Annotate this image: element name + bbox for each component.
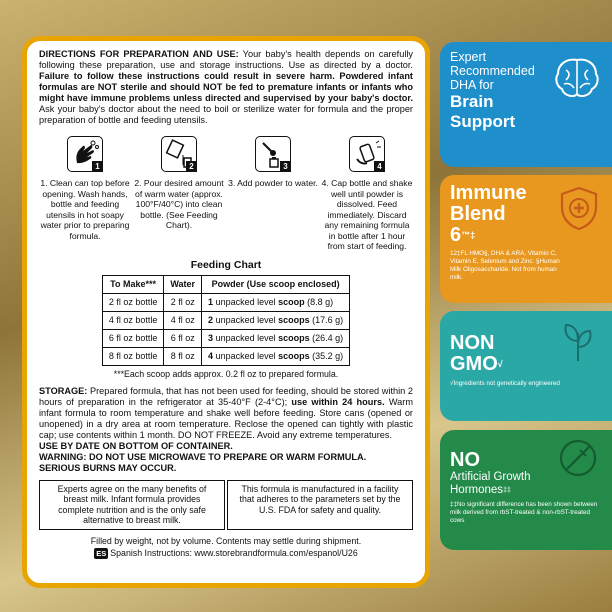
cell-to-make: 6 fl oz bottle <box>102 329 164 347</box>
cell-powder: 1 unpacked level scoop (8.8 g) <box>202 293 350 311</box>
directions-heading: DIRECTIONS FOR PREPARATION AND USE: <box>39 49 239 59</box>
table-row <box>102 311 349 329</box>
storage-heading: STORAGE: <box>39 385 88 396</box>
breast-milk-statement: Experts agree on the many benefits of breast milk. Infant formula provides complete nutrition and is the only safe alternative to breast milk. <box>39 480 225 530</box>
step-1 <box>39 136 131 252</box>
step-text: 2. Pour desired amount of warm water (approx. 100°F/40°C) into clean bottle. (See Feeding Chart). <box>134 178 224 230</box>
storage-section <box>39 386 413 474</box>
feeding-chart-table <box>102 275 350 366</box>
immune-six: 6™‡ <box>450 224 476 246</box>
directions-text-2: Ask your baby's doctor about the need to boil or sterilize water for formula and the proper preparation of bottle and feeding utensils. <box>39 104 413 125</box>
shake-bottle-icon <box>349 136 385 172</box>
cell-to-make: 4 fl oz bottle <box>102 311 164 329</box>
immune-details: 12‡FL HMO§, DHA & ARA, Vitamin C, Vitamin E, Selenium and Zinc. §Human Milk Oligosaccharide. Not from human milk. <box>450 250 560 281</box>
cell-water: 8 fl oz <box>164 347 202 365</box>
table-header-row <box>102 275 349 293</box>
brain-line-3: DHA for <box>450 78 494 92</box>
header-to-make: To Make*** <box>102 275 164 293</box>
cell-water: 4 fl oz <box>164 311 202 329</box>
table-row <box>102 329 349 347</box>
feeding-chart-title: Feeding Chart <box>190 258 262 271</box>
step-number: 4 <box>374 161 385 172</box>
plant-icon <box>558 319 598 363</box>
brain-big-2: Support <box>450 112 516 131</box>
step-text: 4. Cap bottle and shake well until powder is dissolved. Feed immediately. Discard any remaining formula in bottle after 1 hour from start of feeding. <box>321 178 413 251</box>
immune-big-2: Blend <box>450 203 506 225</box>
gmo-big-2: GMO√ <box>450 353 503 375</box>
storage-text: Prepared formula, that has not been used for feeding, should be stored within 2 hours of preparation in the refrigerator at 35-40°F (2-4°C); <box>39 385 413 407</box>
hormones-big: NO <box>450 449 480 471</box>
storage-text-2: Warm infant formula to room temperature and shake well before feeding. Store cans (opened or unopened) in a dry area at room temperature. Reclose the opened can tightly with plastic cap; use contents within 1 month. DO NOT FREEZE. Avoid any extreme temperatures. <box>39 396 413 440</box>
table-row <box>102 347 349 365</box>
brain-line-2: Recommended <box>450 64 535 78</box>
step-number: 3 <box>280 161 291 172</box>
step-text: 3. Add powder to water. <box>228 178 318 188</box>
instructions-card <box>22 36 430 588</box>
brain-support-panel <box>440 42 612 167</box>
cell-powder: 2 unpacked level scoops (17.6 g) <box>202 311 350 329</box>
cell-to-make: 8 fl oz bottle <box>102 347 164 365</box>
pouring-water-icon <box>161 136 197 172</box>
brain-line-1: Expert <box>450 50 487 64</box>
cell-to-make: 2 fl oz bottle <box>102 293 164 311</box>
cell-water: 2 fl oz <box>164 293 202 311</box>
scoop-powder-icon <box>255 136 291 172</box>
immune-big-1: Immune <box>450 182 527 204</box>
brain-big-1: Brain <box>450 92 494 111</box>
gmo-note: √Ingredients not genetically engineered <box>450 380 560 387</box>
step-4 <box>321 136 413 252</box>
use-by-line: USE BY DATE ON BOTTOM OF CONTAINER. <box>39 440 233 451</box>
cell-powder: 4 unpacked level scoops (35.2 g) <box>202 347 350 365</box>
es-badge: ES <box>96 548 107 558</box>
hormones-line-1: Artificial Growth <box>450 471 531 483</box>
directions-text: Your baby's health depends on carefully following these preparation, use and storage instructions. Use as directed by a doctor. <box>39 49 413 70</box>
preparation-steps <box>39 136 413 252</box>
step-number: 2 <box>186 161 197 172</box>
cell-powder: 3 unpacked level scoops (26.4 g) <box>202 329 350 347</box>
shield-plus-icon <box>558 185 600 231</box>
directions-warning: Failure to follow these instructions could result in severe harm. Powdered infant formulas are NOT sterile and should NOT be fed to premature infants or infants who might have immune problems unless directed and supervised by your baby's doctor. <box>39 71 413 103</box>
cell-water: 6 fl oz <box>164 329 202 347</box>
directions-section <box>39 49 413 126</box>
non-gmo-panel <box>440 311 612 421</box>
gmo-big-1: NON <box>450 332 495 354</box>
step-3 <box>227 136 319 252</box>
no-syringe-icon <box>558 438 598 478</box>
burn-warning: SERIOUS BURNS MAY OCCUR. <box>39 462 177 473</box>
info-boxes <box>39 480 413 530</box>
spanish-instructions <box>39 548 413 559</box>
step-2 <box>133 136 225 252</box>
fill-statement: Filled by weight, not by volume. Contents may settle during shipment. <box>90 535 362 546</box>
brain-icon <box>552 56 602 100</box>
no-hormones-panel <box>440 430 612 550</box>
header-water: Water <box>164 275 202 293</box>
hand-washing-icon <box>67 136 103 172</box>
header-powder: Powder (Use scoop enclosed) <box>202 275 350 293</box>
immune-blend-panel <box>440 175 612 303</box>
storage-emphasis: use within 24 hours. <box>291 396 385 407</box>
table-row <box>102 293 349 311</box>
step-number: 1 <box>92 161 103 172</box>
scoop-note: ***Each scoop adds approx. 0.2 fl oz to prepared formula. <box>113 368 339 379</box>
hormones-note: ‡‡No significant difference has been shown between milk derived from rbST-treated & non-rbST-treated cows <box>450 501 598 524</box>
step-text: 1. Clean can top before opening. Wash hands, bottle and feeding utensils in hot soapy water prior to preparing formula. <box>40 178 130 241</box>
hormones-line-2: Hormones‡‡ <box>450 484 511 496</box>
microwave-warning: WARNING: DO NOT USE MICROWAVE TO PREPARE OR WARM FORMULA. <box>39 451 367 462</box>
fda-statement: This formula is manufactured in a facility that adheres to the parameters set by the U.S. FDA for safety and quality. <box>227 480 413 530</box>
spanish-url: Spanish Instructions: www.storebrandformula.com/espanol/U26 <box>110 547 358 558</box>
